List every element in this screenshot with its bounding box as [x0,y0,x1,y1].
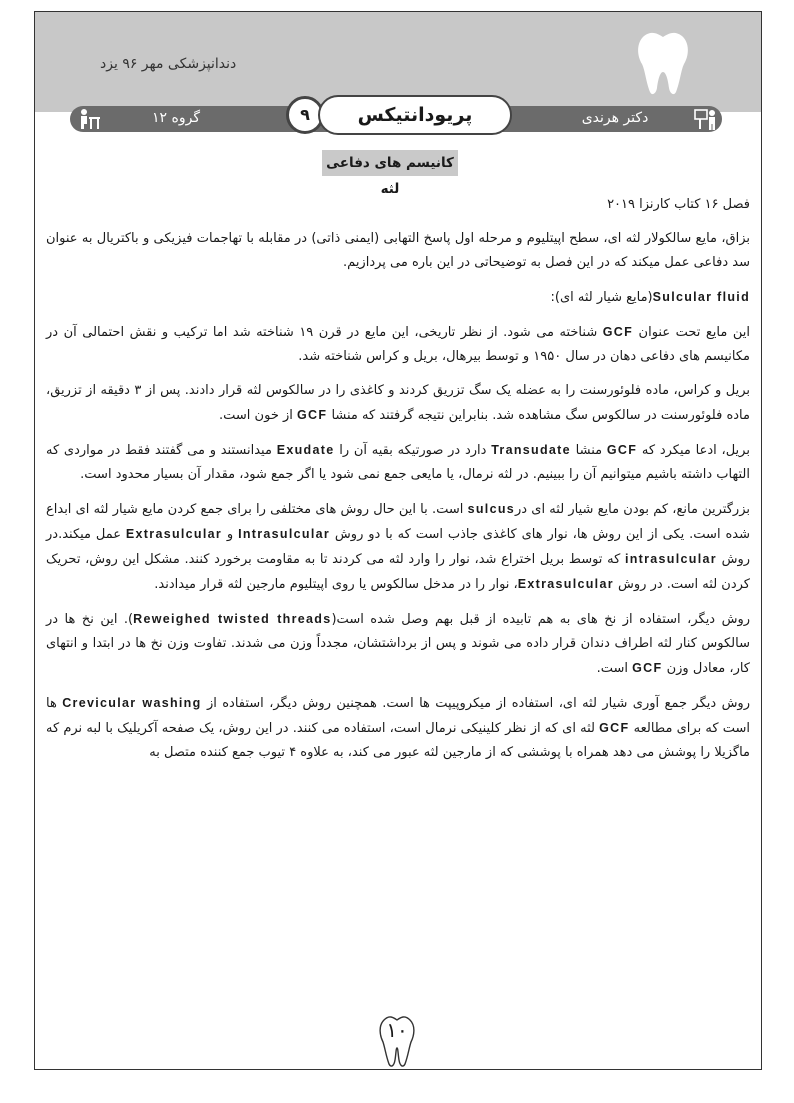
teacher-name: دکتر هرندی [581,110,649,126]
paragraph: بزرگترین مانع، کم بودن مایع شیار لثه ای درsulcus است. با این حال روش های مختلفی را برای جمع کردن مایع شیار لثه ای ابداع شده است. یکی از این روش ها، نوار های کاغذی جاذب است که با دو روش Intrasulcular و Extrasulcular عمل میکند.در روش intrasulcular که توسط بریل اختراع شد، نوار را وارد لثه می کردند تا به مقاومت برخورد کنند. مشکل این روش، تحریک کردن لثه است. در روش Extrasulcular، نوار را در مدخل سالکوس یا روی اپیتلیوم مارجین لثه قرار میدادند. [46,502,751,592]
chapter-title: کانیسم های دفاعی لثه [322,150,458,176]
paragraph: این مایع تحت عنوان GCF شناخته می شود. از نظر تاریخی، این مایع در قرن ۱۹ شناخته شد اما ترکیب و نقش احتمالی آن در مکانیسم های دفاعی دهان در سال ۱۹۵۰ و توسط بیرهال، بریل و کراس شناخته شد. [46,325,750,364]
paragraph: روش دیگر جمع آوری شیار لثه ای، استفاده از میکروپیپت ها است. همچنین روش دیگر، استفاده از Crevicular washing ها است که برای مطالعه GCF لثه ای که از نظر کلینیکی نرمال است، استفاده می کنند. در این روش، یک صفحه آکریلیک با لبه نرم که ماگزیلا را پوشش می دهد همراه با پوششی که از مارجین لثه عبور می کند، به علاوه ۴ تیوب جمع کننده متصل به [46,696,750,760]
tooth-icon [634,30,692,96]
paragraph: بزاق، مایع سالکولار لثه ای، سطح اپیتلیوم و مرحله اول پاسخ التهابی (ایمنی ذاتی) در مقابله با تهاجمات فیزیکی و باکتریال به عنوان سد دفاعی عمل میکند که در این فصل به توضیحاتی در این باره می پردازیم. [46,231,750,270]
paragraph: بریل، ادعا میکرد که GCF منشا Transudate دارد در صورتیکه بقیه آن را Exudate میدانستند و می گفتند فقط در مواردی که التهاب داشته باشیم میتوانیم آن را ببینیم. در لثه نرمال، یا مایعی جمع نمی شود یا اگر جمع شود، مقدار آن بسیار محدود است. [46,443,750,482]
page-number: ۱۰ [386,1018,408,1042]
subject-title: پریودانتیکس [318,95,512,135]
paragraph: روش دیگر، استفاده از نخ های به هم تابیده از قبل بهم وصل شده است(Reweighed twisted threads). این نخ ها در سالکوس کنار لثه اطراف دندان قرار داده می شوند و پس از برداشتشان، مجدداً وزن می شدند. تفاوت وزن نخ ها در ابتدا و انتهای کار، معادل وزن GCF است. [46,612,750,676]
group-label: گروه ۱۲ [152,110,200,126]
student-icon [78,108,102,130]
university-title: دندانپزشکی مهر ۹۶ یزد [100,56,237,72]
document-body [46,193,750,775]
paragraph: فصل ۱۶ کتاب کارنزا ۲۰۱۹ [607,197,750,212]
paragraph: Sulcular fluid(مایع شیار لثه ای): [550,290,750,305]
paragraph: بریل و کراس، ماده فلوئورسنت را به عضله یک سگ تزریق کردند و کاغذی را در سالکوس لثه قرار دادند. پس از ۳ دقیقه از تزریق، ماده فلوئورسنت در سالکوس سگ مشاهده شد. بنابراین نتیجه گرفتند که منشا GCF از خون است. [46,383,750,423]
lecturer-icon [694,108,718,130]
session-number: ۹ [286,96,324,134]
